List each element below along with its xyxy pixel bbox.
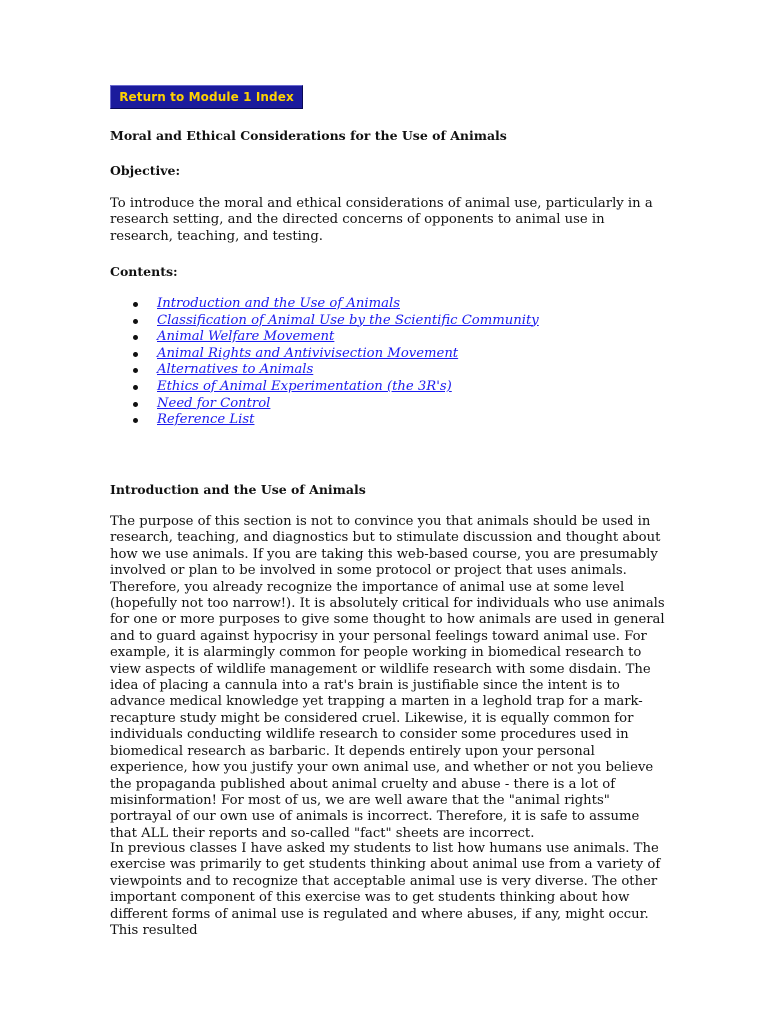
page-title: Moral and Ethical Considerations for the Use of Animals [110, 128, 507, 143]
list-item [110, 329, 539, 346]
bullet-icon [133, 402, 138, 407]
return-button-label: Return to Module 1 Index [119, 90, 294, 104]
contents-link-need-for-control[interactable]: Need for Control [157, 395, 271, 411]
contents-link-ethics[interactable]: Ethics of Animal Experimentation (the 3R's) [157, 378, 452, 394]
list-item [110, 379, 539, 396]
contents-link-introduction[interactable]: Introduction and the Use of Animals [157, 296, 400, 311]
bullet-icon [133, 368, 138, 373]
bullet-icon [133, 352, 138, 357]
list-item [110, 396, 539, 413]
section-heading-introduction: Introduction and the Use of Animals [110, 482, 366, 497]
contents-list [110, 296, 539, 429]
contents-link-reference-list[interactable]: Reference List [157, 412, 255, 428]
intro-paragraph-1: The purpose of this section is not to convince you that animals should be used in research, teaching, and diagnostics but to stimulate discussion and thought about how we use animals. If you are taking this web-based course, you are presumably involved or plan to be involved in some protocol or project that uses animals. Therefore, you already recognize the importance of animal use at some level (hopefully not too narrow!). It is absolutely critical for individuals who use animals for one or more purposes to give some thought to how animals are used in general and to guard against hypocrisy in your personal feelings toward animal use. For example, it is alarmingly common for people working in biomedical research to view aspects of wildlife management or wildlife research with some disdain. The idea of placing a cannula into a rat's brain is justifiable since the intent is to advance medical knowledge yet trapping a marten in a leghold trap for a mark-recapture study might be considered cruel. Likewise, it is equally common for individuals conducting wildlife research to consider some procedures used in biomedical research as barbaric. It depends entirely upon your personal experience, how you justify your own animal use, and whether or not you believe the propaganda published about animal cruelty and abuse - there is a lot of misinformation! For most of us, we are well aware that the "animal rights" portrayal of our own use of animals is incorrect. Therefore, it is safe to assume that ALL their reports and so-called "fact" sheets are incorrect. [110, 514, 665, 841]
bullet-icon [133, 335, 138, 340]
contents-link-alternatives[interactable]: Alternatives to Animals [157, 362, 314, 378]
contents-link-animal-rights[interactable]: Animal Rights and Antivivisection Movement [157, 345, 459, 361]
intro-paragraph-2: In previous classes I have asked my students to list how humans use animals. The exercise was primarily to get students thinking about animal use from a variety of viewpoints and to recognize that acceptable animal use is very diverse. The other important component of this exercise was to get students thinking about how different forms of animal use is regulated and where abuses, if any, might occur. This resulted [110, 841, 661, 939]
objective-text: To introduce the moral and ethical considerations of animal use, particularly in a research setting, and the directed concerns of opponents to animal use in research, teaching, and testing. [110, 196, 653, 244]
list-item [110, 412, 539, 429]
objective-heading: Objective: [110, 163, 181, 178]
return-to-module-index-button[interactable] [110, 85, 303, 109]
bullet-icon [133, 418, 138, 423]
list-item [110, 346, 539, 363]
contents-link-animal-welfare[interactable]: Animal Welfare Movement [157, 329, 335, 345]
contents-heading: Contents: [110, 264, 178, 279]
bullet-icon [133, 319, 138, 324]
list-item [110, 313, 539, 330]
bullet-icon [133, 302, 138, 307]
bullet-icon [133, 385, 138, 390]
list-item [110, 362, 539, 379]
contents-link-classification[interactable]: Classification of Animal Use by the Scientific Community [157, 312, 539, 328]
list-item [110, 296, 539, 313]
